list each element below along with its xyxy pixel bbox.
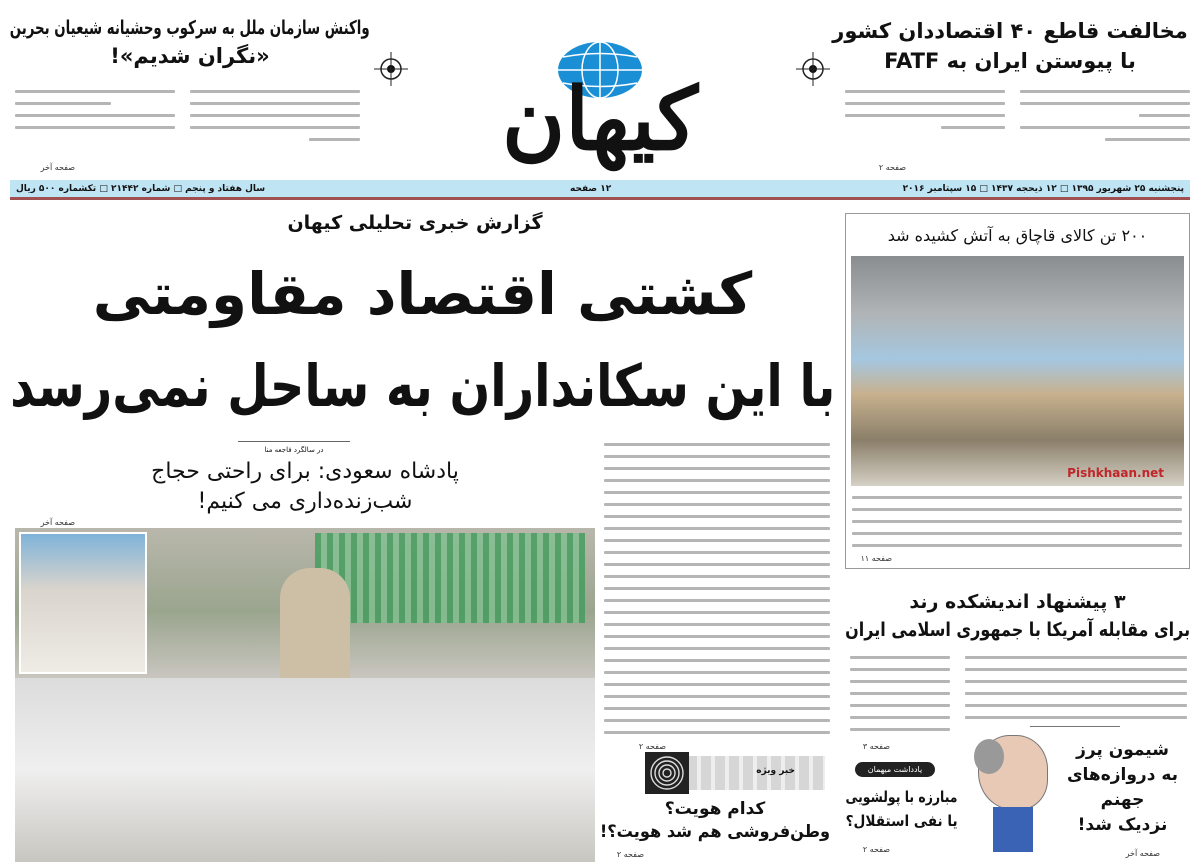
right-teaser-title[interactable] <box>830 16 1190 76</box>
guest-title-line2: یا نفی استقلال؟ <box>845 812 959 830</box>
green-fence <box>315 533 585 623</box>
left-teaser-body <box>15 90 175 138</box>
issue-date: پنجشنبه ۲۵ شهریور ۱۳۹۵ □ ۱۲ ذیحجه ۱۴۳۷ □ ۱۵ سپتامبر ۲۰۱۶ <box>902 184 1184 194</box>
left-teaser-title[interactable] <box>10 14 370 70</box>
identity-title-line1: کدام هویت؟ <box>664 799 766 819</box>
newspaper-logo[interactable] <box>430 20 770 170</box>
identity-title-line2: وطن‌فروشی هم شد هویت؟! <box>599 822 831 842</box>
smuggled-goods-box[interactable] <box>845 213 1190 569</box>
saudi-kicker: در سالگرد فاجعه منا <box>264 446 324 454</box>
saudi-title-line1: پادشاه سعودی: برای راحتی حجاج <box>151 459 459 484</box>
left-teaser-body-2 <box>190 90 360 150</box>
logo-text: کیهان <box>502 69 698 170</box>
guest-title[interactable] <box>846 785 958 833</box>
identity-page: صفحه ۲ <box>616 850 644 859</box>
rand-title[interactable] <box>845 588 1190 644</box>
registration-mark-icon <box>796 52 830 86</box>
guest-page: صفحه ۲ <box>862 845 890 854</box>
mina-photo[interactable] <box>15 528 595 862</box>
identity-title[interactable] <box>600 798 830 844</box>
peres-title-line: شیمون پرز <box>1076 740 1169 760</box>
special-news-label: خبر ویژه <box>756 766 795 776</box>
right-teaser-page: صفحه ۲ <box>878 163 906 172</box>
page-count: ۱۲ صفحه <box>570 184 612 194</box>
smuggled-goods-body <box>852 496 1182 556</box>
saudi-page: صفحه آخر <box>40 518 75 527</box>
peres-page: صفحه آخر <box>1125 849 1160 858</box>
divider <box>238 441 350 442</box>
rand-page: صفحه ۳ <box>862 742 890 751</box>
date-bar <box>10 180 1190 200</box>
right-teaser-line1: مخالفت قاطع ۴۰ اقتصاددان کشور <box>832 19 1188 43</box>
left-teaser-line2: «نگران شدیم»! <box>110 44 270 68</box>
special-news-box[interactable] <box>645 756 825 790</box>
watermark: Pishkhaan.net <box>1067 466 1164 480</box>
rand-body-2 <box>850 656 950 740</box>
peres-title-line: به دروازه‌های <box>1066 765 1179 785</box>
lead-headline-line2: با این سکانداران به ساحل نمی‌رسد <box>9 352 836 420</box>
middle-page: صفحه ۲ <box>638 742 666 751</box>
rand-title-line2: برای مقابله آمریکا با جمهوری اسلامی ایران <box>844 619 1191 641</box>
rand-title-line1: ۳ پیشنهاد اندیشکده رند <box>909 591 1126 613</box>
peres-title-line: نزدیک شد! <box>1077 815 1168 835</box>
middle-body <box>604 443 830 743</box>
saudi-title[interactable] <box>15 457 595 517</box>
divider <box>1030 726 1120 727</box>
peres-title[interactable] <box>1060 738 1185 838</box>
bodies-covered <box>15 678 595 862</box>
guest-title-line1: مبارزه با پولشویی <box>846 788 958 806</box>
left-teaser-page: صفحه آخر <box>40 163 75 172</box>
registration-mark-icon <box>374 52 408 86</box>
right-teaser-line2: با پیوستن ایران به FATF <box>884 49 1136 73</box>
lead-headline[interactable] <box>10 248 835 432</box>
lead-headline-line1: کشتی اقتصاد مقاومتی <box>92 260 753 328</box>
king-portrait <box>19 532 147 674</box>
lead-kicker-box <box>230 212 600 234</box>
right-teaser-body-2 <box>1020 90 1190 150</box>
lead-kicker: گزارش خبری تحلیلی کیهان <box>287 212 543 234</box>
saudi-title-line2: شب‌زنده‌داری می کنیم! <box>197 489 413 514</box>
issue-info: سال هفتاد و پنجم □ شماره ۲۱۴۴۲ □ تکشماره ۵۰۰ ریال <box>16 184 266 194</box>
left-teaser-line1: واکنش سازمان ملل به سرکوب وحشیانه شیعیان بحرین <box>10 17 370 39</box>
smuggled-goods-title-box <box>846 226 1189 245</box>
peres-title-line: جهنم <box>1100 790 1145 810</box>
smuggled-goods-page: صفحه ۱۱ <box>860 554 892 563</box>
guest-note-badge: یادداشت میهمان <box>855 762 935 777</box>
peres-caricature <box>968 735 1058 855</box>
rand-body <box>965 656 1187 728</box>
fire-photo <box>851 256 1184 486</box>
smuggled-goods-title: ۲۰۰ تن کالای قاچاق به آتش کشیده شد <box>887 226 1148 245</box>
right-teaser-body <box>845 90 1005 138</box>
spiral-logo-icon <box>645 752 689 794</box>
